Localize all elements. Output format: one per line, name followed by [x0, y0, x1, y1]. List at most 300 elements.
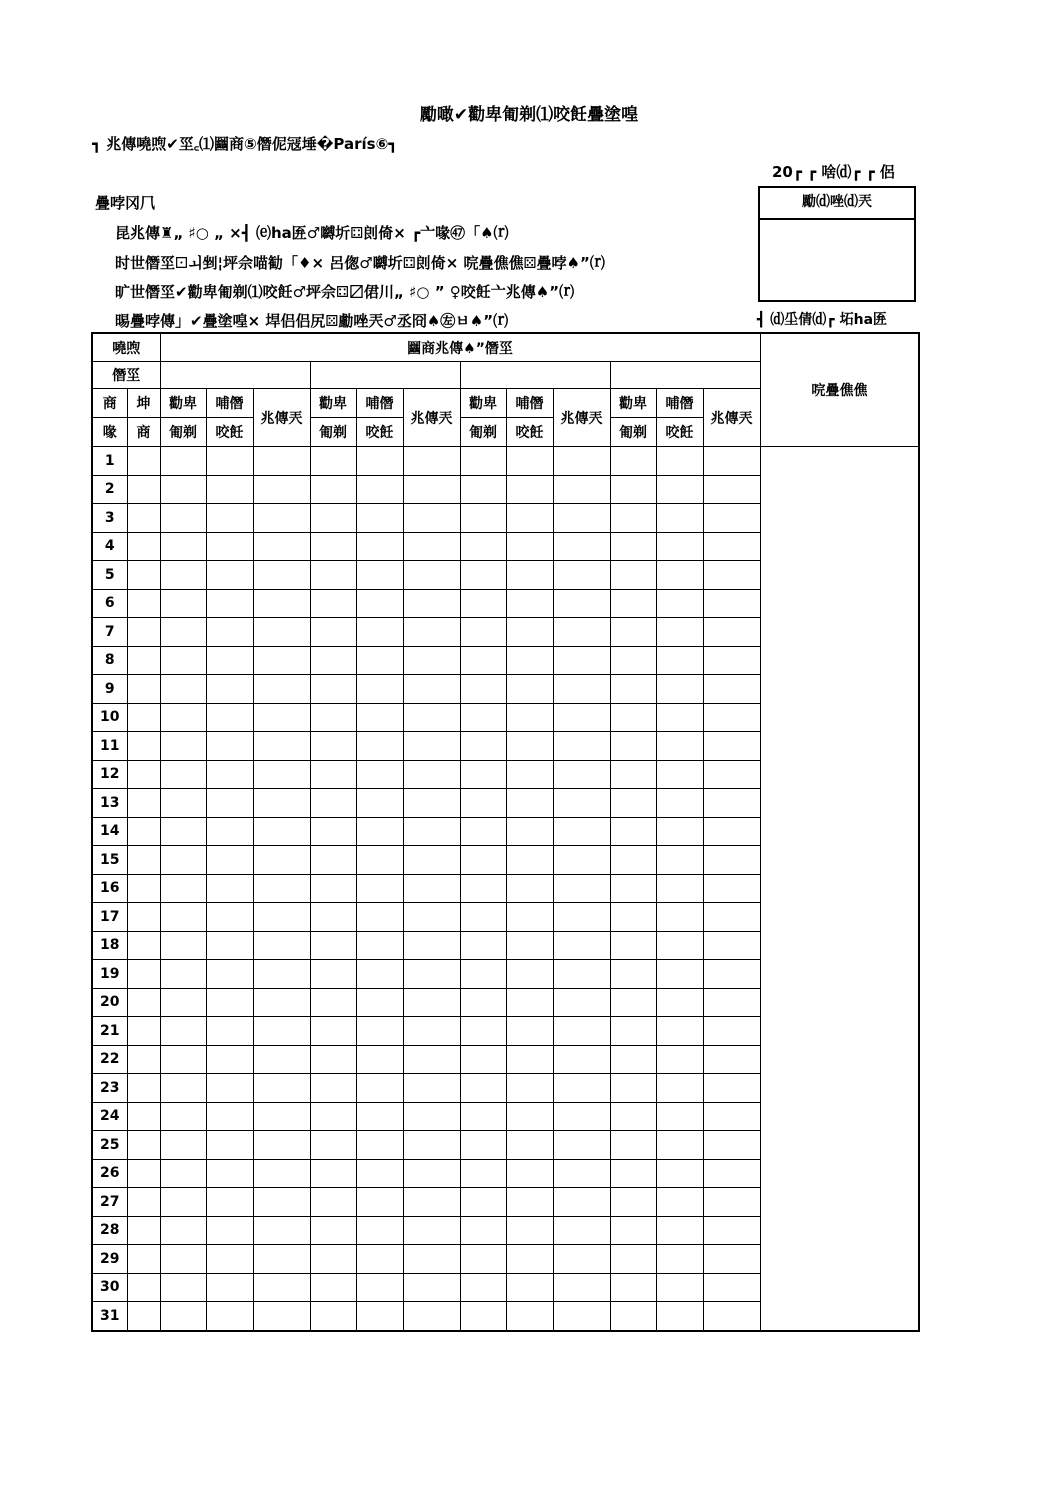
entry-cell[interactable]: [610, 931, 656, 960]
entry-cell[interactable]: [610, 1131, 656, 1160]
entry-cell[interactable]: [403, 1188, 460, 1217]
entry-cell[interactable]: [656, 675, 703, 704]
entry-cell[interactable]: [253, 1074, 310, 1103]
entry-cell[interactable]: [356, 447, 403, 476]
entry-cell[interactable]: [206, 732, 253, 761]
entry-cell[interactable]: [506, 504, 553, 533]
entry-cell[interactable]: [206, 646, 253, 675]
entry-cell[interactable]: [253, 1102, 310, 1131]
entry-cell[interactable]: [703, 1273, 760, 1302]
entry-cell[interactable]: [703, 817, 760, 846]
entry-cell[interactable]: [703, 760, 760, 789]
entry-cell[interactable]: [127, 988, 160, 1017]
entry-cell[interactable]: [356, 903, 403, 932]
entry-cell[interactable]: [460, 1159, 506, 1188]
entry-cell[interactable]: [506, 846, 553, 875]
entry-cell[interactable]: [253, 732, 310, 761]
entry-cell[interactable]: [460, 1045, 506, 1074]
entry-cell[interactable]: [127, 1188, 160, 1217]
entry-cell[interactable]: [460, 618, 506, 647]
entry-cell[interactable]: [460, 760, 506, 789]
entry-cell[interactable]: [403, 1102, 460, 1131]
entry-cell[interactable]: [506, 1188, 553, 1217]
entry-cell[interactable]: [610, 1273, 656, 1302]
entry-cell[interactable]: [656, 1302, 703, 1331]
entry-cell[interactable]: [506, 903, 553, 932]
entry-cell[interactable]: [310, 789, 356, 818]
entry-cell[interactable]: [460, 1302, 506, 1331]
entry-cell[interactable]: [703, 960, 760, 989]
entry-cell[interactable]: [403, 874, 460, 903]
entry-cell[interactable]: [506, 1245, 553, 1274]
entry-cell[interactable]: [703, 732, 760, 761]
entry-cell[interactable]: [206, 675, 253, 704]
entry-cell[interactable]: [506, 1131, 553, 1160]
entry-cell[interactable]: [356, 732, 403, 761]
entry-cell[interactable]: [160, 1188, 206, 1217]
entry-cell[interactable]: [506, 589, 553, 618]
entry-cell[interactable]: [460, 561, 506, 590]
entry-cell[interactable]: [356, 1273, 403, 1302]
entry-cell[interactable]: [610, 1102, 656, 1131]
entry-cell[interactable]: [703, 1102, 760, 1131]
entry-cell[interactable]: [553, 732, 610, 761]
entry-cell[interactable]: [356, 874, 403, 903]
entry-cell[interactable]: [506, 618, 553, 647]
entry-cell[interactable]: [460, 846, 506, 875]
entry-cell[interactable]: [610, 732, 656, 761]
entry-cell[interactable]: [656, 988, 703, 1017]
entry-cell[interactable]: [253, 504, 310, 533]
entry-cell[interactable]: [553, 561, 610, 590]
entry-cell[interactable]: [703, 846, 760, 875]
entry-cell[interactable]: [703, 447, 760, 476]
entry-cell[interactable]: [206, 504, 253, 533]
entry-cell[interactable]: [460, 475, 506, 504]
entry-cell[interactable]: [206, 789, 253, 818]
entry-cell[interactable]: [160, 532, 206, 561]
entry-cell[interactable]: [506, 1273, 553, 1302]
entry-cell[interactable]: [127, 447, 160, 476]
entry-cell[interactable]: [206, 1045, 253, 1074]
entry-cell[interactable]: [656, 874, 703, 903]
entry-cell[interactable]: [253, 1159, 310, 1188]
entry-cell[interactable]: [206, 931, 253, 960]
entry-cell[interactable]: [356, 789, 403, 818]
entry-cell[interactable]: [460, 874, 506, 903]
entry-cell[interactable]: [206, 1273, 253, 1302]
entry-cell[interactable]: [160, 1102, 206, 1131]
entry-cell[interactable]: [356, 589, 403, 618]
entry-cell[interactable]: [356, 646, 403, 675]
entry-cell[interactable]: [656, 618, 703, 647]
entry-cell[interactable]: [356, 1017, 403, 1046]
entry-cell[interactable]: [656, 1245, 703, 1274]
entry-cell[interactable]: [253, 447, 310, 476]
entry-cell[interactable]: [656, 1216, 703, 1245]
entry-cell[interactable]: [206, 1017, 253, 1046]
entry-cell[interactable]: [506, 789, 553, 818]
entry-cell[interactable]: [610, 589, 656, 618]
entry-cell[interactable]: [206, 561, 253, 590]
entry-cell[interactable]: [703, 561, 760, 590]
entry-cell[interactable]: [403, 817, 460, 846]
entry-cell[interactable]: [656, 1159, 703, 1188]
entry-cell[interactable]: [206, 1245, 253, 1274]
entry-cell[interactable]: [553, 675, 610, 704]
entry-cell[interactable]: [127, 874, 160, 903]
entry-cell[interactable]: [460, 532, 506, 561]
entry-cell[interactable]: [356, 561, 403, 590]
entry-cell[interactable]: [206, 988, 253, 1017]
entry-cell[interactable]: [553, 703, 610, 732]
entry-cell[interactable]: [506, 931, 553, 960]
entry-cell[interactable]: [610, 1302, 656, 1331]
entry-cell[interactable]: [703, 988, 760, 1017]
entry-cell[interactable]: [610, 475, 656, 504]
entry-cell[interactable]: [356, 988, 403, 1017]
entry-cell[interactable]: [310, 874, 356, 903]
entry-cell[interactable]: [553, 1188, 610, 1217]
entry-cell[interactable]: [460, 675, 506, 704]
entry-cell[interactable]: [553, 1245, 610, 1274]
entry-cell[interactable]: [356, 760, 403, 789]
entry-cell[interactable]: [703, 532, 760, 561]
entry-cell[interactable]: [656, 561, 703, 590]
entry-cell[interactable]: [127, 732, 160, 761]
entry-cell[interactable]: [460, 646, 506, 675]
entry-cell[interactable]: [160, 1017, 206, 1046]
entry-cell[interactable]: [160, 1245, 206, 1274]
entry-cell[interactable]: [310, 447, 356, 476]
entry-cell[interactable]: [310, 903, 356, 932]
entry-cell[interactable]: [610, 988, 656, 1017]
entry-cell[interactable]: [310, 817, 356, 846]
entry-cell[interactable]: [506, 561, 553, 590]
entry-cell[interactable]: [460, 1102, 506, 1131]
entry-cell[interactable]: [460, 1188, 506, 1217]
entry-cell[interactable]: [703, 1045, 760, 1074]
entry-cell[interactable]: [310, 618, 356, 647]
entry-cell[interactable]: [253, 817, 310, 846]
entry-cell[interactable]: [206, 1102, 253, 1131]
entry-cell[interactable]: [656, 1102, 703, 1131]
entry-cell[interactable]: [253, 1245, 310, 1274]
entry-cell[interactable]: [356, 1188, 403, 1217]
entry-cell[interactable]: [310, 846, 356, 875]
entry-cell[interactable]: [656, 817, 703, 846]
entry-cell[interactable]: [460, 504, 506, 533]
entry-cell[interactable]: [553, 1131, 610, 1160]
entry-cell[interactable]: [610, 817, 656, 846]
entry-cell[interactable]: [656, 589, 703, 618]
entry-cell[interactable]: [610, 1045, 656, 1074]
entry-cell[interactable]: [460, 703, 506, 732]
entry-cell[interactable]: [610, 447, 656, 476]
entry-cell[interactable]: [310, 561, 356, 590]
entry-cell[interactable]: [127, 903, 160, 932]
entry-cell[interactable]: [610, 1017, 656, 1046]
entry-cell[interactable]: [127, 1131, 160, 1160]
entry-cell[interactable]: [403, 960, 460, 989]
entry-cell[interactable]: [403, 789, 460, 818]
entry-cell[interactable]: [610, 504, 656, 533]
entry-cell[interactable]: [703, 675, 760, 704]
entry-cell[interactable]: [253, 1188, 310, 1217]
entry-cell[interactable]: [403, 1131, 460, 1160]
entry-cell[interactable]: [656, 475, 703, 504]
entry-cell[interactable]: [356, 1102, 403, 1131]
entry-cell[interactable]: [160, 988, 206, 1017]
entry-cell[interactable]: [160, 732, 206, 761]
entry-cell[interactable]: [506, 760, 553, 789]
entry-cell[interactable]: [253, 703, 310, 732]
entry-cell[interactable]: [206, 874, 253, 903]
entry-cell[interactable]: [506, 475, 553, 504]
entry-cell[interactable]: [553, 447, 610, 476]
entry-cell[interactable]: [703, 1302, 760, 1331]
entry-cell[interactable]: [610, 960, 656, 989]
entry-cell[interactable]: [656, 703, 703, 732]
entry-cell[interactable]: [160, 874, 206, 903]
entry-cell[interactable]: [253, 874, 310, 903]
entry-cell[interactable]: [460, 931, 506, 960]
entry-cell[interactable]: [356, 475, 403, 504]
entry-cell[interactable]: [460, 1074, 506, 1103]
entry-cell[interactable]: [356, 960, 403, 989]
entry-cell[interactable]: [127, 789, 160, 818]
entry-cell[interactable]: [160, 1216, 206, 1245]
entry-cell[interactable]: [310, 1131, 356, 1160]
entry-cell[interactable]: [206, 1216, 253, 1245]
entry-cell[interactable]: [610, 703, 656, 732]
entry-cell[interactable]: [610, 532, 656, 561]
entry-cell[interactable]: [656, 760, 703, 789]
entry-cell[interactable]: [160, 817, 206, 846]
entry-cell[interactable]: [127, 589, 160, 618]
entry-cell[interactable]: [703, 589, 760, 618]
entry-cell[interactable]: [403, 1045, 460, 1074]
entry-cell[interactable]: [703, 1245, 760, 1274]
entry-cell[interactable]: [253, 675, 310, 704]
entry-cell[interactable]: [656, 504, 703, 533]
entry-cell[interactable]: [127, 1045, 160, 1074]
entry-cell[interactable]: [160, 1302, 206, 1331]
entry-cell[interactable]: [703, 646, 760, 675]
entry-cell[interactable]: [553, 789, 610, 818]
entry-cell[interactable]: [610, 675, 656, 704]
entry-cell[interactable]: [506, 447, 553, 476]
entry-cell[interactable]: [703, 618, 760, 647]
entry-cell[interactable]: [553, 1102, 610, 1131]
entry-cell[interactable]: [610, 1159, 656, 1188]
entry-cell[interactable]: [656, 931, 703, 960]
entry-cell[interactable]: [206, 475, 253, 504]
entry-cell[interactable]: [610, 1188, 656, 1217]
entry-cell[interactable]: [253, 931, 310, 960]
entry-cell[interactable]: [403, 1273, 460, 1302]
entry-cell[interactable]: [506, 874, 553, 903]
entry-cell[interactable]: [703, 1188, 760, 1217]
entry-cell[interactable]: [206, 532, 253, 561]
entry-cell[interactable]: [253, 475, 310, 504]
entry-cell[interactable]: [553, 1302, 610, 1331]
entry-cell[interactable]: [703, 1017, 760, 1046]
entry-cell[interactable]: [310, 532, 356, 561]
entry-cell[interactable]: [553, 618, 610, 647]
entry-cell[interactable]: [310, 960, 356, 989]
entry-cell[interactable]: [403, 1074, 460, 1103]
entry-cell[interactable]: [160, 675, 206, 704]
entry-cell[interactable]: [656, 1188, 703, 1217]
entry-cell[interactable]: [127, 532, 160, 561]
entry-cell[interactable]: [403, 646, 460, 675]
entry-cell[interactable]: [553, 475, 610, 504]
entry-cell[interactable]: [310, 760, 356, 789]
entry-cell[interactable]: [253, 532, 310, 561]
entry-cell[interactable]: [553, 646, 610, 675]
entry-cell[interactable]: [127, 504, 160, 533]
entry-cell[interactable]: [656, 1045, 703, 1074]
entry-cell[interactable]: [610, 1074, 656, 1103]
entry-cell[interactable]: [610, 561, 656, 590]
entry-cell[interactable]: [553, 988, 610, 1017]
entry-cell[interactable]: [460, 1017, 506, 1046]
entry-cell[interactable]: [460, 960, 506, 989]
entry-cell[interactable]: [253, 646, 310, 675]
entry-cell[interactable]: [310, 1302, 356, 1331]
entry-cell[interactable]: [127, 960, 160, 989]
entry-cell[interactable]: [160, 1273, 206, 1302]
entry-cell[interactable]: [506, 1045, 553, 1074]
entry-cell[interactable]: [403, 703, 460, 732]
entry-cell[interactable]: [160, 789, 206, 818]
entry-cell[interactable]: [160, 589, 206, 618]
entry-cell[interactable]: [127, 475, 160, 504]
entry-cell[interactable]: [160, 561, 206, 590]
entry-cell[interactable]: [160, 447, 206, 476]
entry-cell[interactable]: [656, 1017, 703, 1046]
entry-cell[interactable]: [160, 931, 206, 960]
entry-cell[interactable]: [460, 1273, 506, 1302]
entry-cell[interactable]: [403, 1017, 460, 1046]
entry-cell[interactable]: [610, 618, 656, 647]
entry-cell[interactable]: [356, 1216, 403, 1245]
entry-cell[interactable]: [403, 732, 460, 761]
entry-cell[interactable]: [553, 589, 610, 618]
entry-cell[interactable]: [656, 732, 703, 761]
entry-cell[interactable]: [127, 1216, 160, 1245]
entry-cell[interactable]: [310, 732, 356, 761]
entry-cell[interactable]: [506, 960, 553, 989]
entry-cell[interactable]: [127, 1074, 160, 1103]
entry-cell[interactable]: [310, 589, 356, 618]
entry-cell[interactable]: [253, 589, 310, 618]
entry-cell[interactable]: [506, 675, 553, 704]
entry-cell[interactable]: [460, 589, 506, 618]
entry-cell[interactable]: [127, 675, 160, 704]
entry-cell[interactable]: [127, 618, 160, 647]
entry-cell[interactable]: [206, 447, 253, 476]
entry-cell[interactable]: [206, 903, 253, 932]
entry-cell[interactable]: [206, 1131, 253, 1160]
entry-cell[interactable]: [160, 1074, 206, 1103]
entry-cell[interactable]: [253, 1045, 310, 1074]
entry-cell[interactable]: [206, 589, 253, 618]
entry-cell[interactable]: [356, 1159, 403, 1188]
entry-cell[interactable]: [703, 789, 760, 818]
entry-cell[interactable]: [356, 618, 403, 647]
entry-cell[interactable]: [656, 903, 703, 932]
entry-cell[interactable]: [403, 760, 460, 789]
entry-cell[interactable]: [310, 703, 356, 732]
entry-cell[interactable]: [656, 1131, 703, 1160]
entry-cell[interactable]: [703, 931, 760, 960]
entry-cell[interactable]: [403, 532, 460, 561]
entry-cell[interactable]: [127, 561, 160, 590]
entry-cell[interactable]: [460, 817, 506, 846]
entry-cell[interactable]: [553, 1159, 610, 1188]
entry-cell[interactable]: [160, 846, 206, 875]
entry-cell[interactable]: [656, 846, 703, 875]
entry-cell[interactable]: [610, 846, 656, 875]
entry-cell[interactable]: [160, 1131, 206, 1160]
entry-cell[interactable]: [403, 447, 460, 476]
entry-cell[interactable]: [253, 988, 310, 1017]
entry-cell[interactable]: [160, 475, 206, 504]
entry-cell[interactable]: [610, 1245, 656, 1274]
entry-cell[interactable]: [356, 931, 403, 960]
entry-cell[interactable]: [403, 988, 460, 1017]
entry-cell[interactable]: [310, 1017, 356, 1046]
entry-cell[interactable]: [610, 760, 656, 789]
entry-cell[interactable]: [460, 1216, 506, 1245]
entry-cell[interactable]: [127, 931, 160, 960]
entry-cell[interactable]: [160, 703, 206, 732]
entry-cell[interactable]: [506, 817, 553, 846]
entry-cell[interactable]: [403, 475, 460, 504]
entry-cell[interactable]: [553, 1017, 610, 1046]
entry-cell[interactable]: [356, 1302, 403, 1331]
entry-cell[interactable]: [253, 561, 310, 590]
entry-cell[interactable]: [356, 1245, 403, 1274]
entry-cell[interactable]: [553, 1045, 610, 1074]
entry-cell[interactable]: [253, 960, 310, 989]
entry-cell[interactable]: [356, 846, 403, 875]
entry-cell[interactable]: [160, 504, 206, 533]
entry-cell[interactable]: [703, 1159, 760, 1188]
entry-cell[interactable]: [403, 846, 460, 875]
entry-cell[interactable]: [506, 732, 553, 761]
entry-cell[interactable]: [206, 1188, 253, 1217]
entry-cell[interactable]: [506, 1074, 553, 1103]
entry-cell[interactable]: [656, 646, 703, 675]
entry-cell[interactable]: [310, 1273, 356, 1302]
entry-cell[interactable]: [206, 1074, 253, 1103]
entry-cell[interactable]: [206, 1302, 253, 1331]
entry-cell[interactable]: [253, 760, 310, 789]
entry-cell[interactable]: [160, 760, 206, 789]
entry-cell[interactable]: [553, 504, 610, 533]
entry-cell[interactable]: [403, 1302, 460, 1331]
entry-cell[interactable]: [656, 1273, 703, 1302]
entry-cell[interactable]: [127, 846, 160, 875]
entry-cell[interactable]: [403, 561, 460, 590]
entry-cell[interactable]: [160, 646, 206, 675]
entry-cell[interactable]: [460, 988, 506, 1017]
entry-cell[interactable]: [703, 475, 760, 504]
entry-cell[interactable]: [206, 817, 253, 846]
